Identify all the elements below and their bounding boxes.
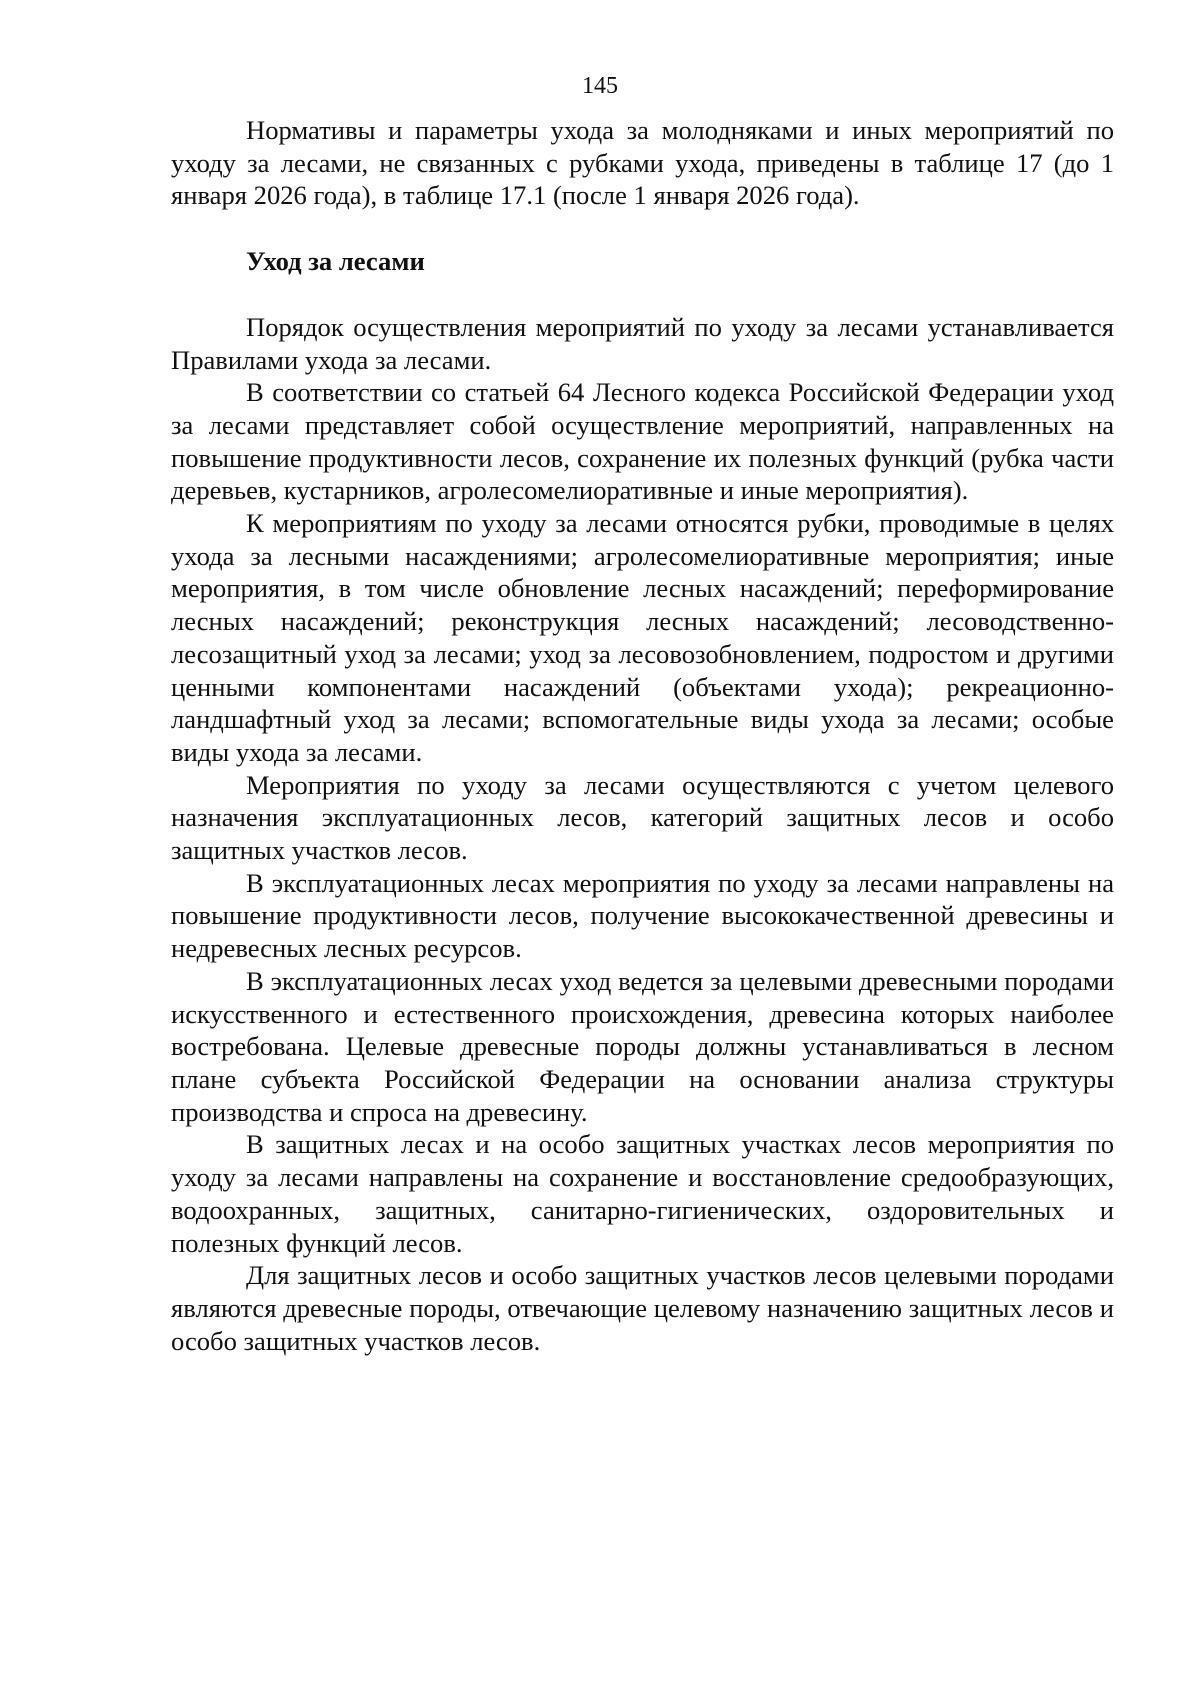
- body-paragraph: В эксплуатационных лесах уход ведется за целевыми древесными породами искусственного и естественного происхождения, древесина которых наиболее востребована. Целевые древесные породы должны устанавливаться в лесном плане субъекта Российской Федерации на основании анализа структуры производства и спроса на древесину.: [171, 965, 1114, 1127]
- body-paragraph: Мероприятия по уходу за лесами осуществляются с учетом целевого назначения эксплуатационных лесов, категорий защитных лесов и особо защитных участков лесов.: [171, 769, 1114, 866]
- intro-paragraph: Нормативы и параметры ухода за молодняками и иных мероприятий по уходу за лесами, не связанных с рубками ухода, приведены в таблице 17 (до 1 января 2026 года), в таблице 17.1 (после 1 января 2026 года).: [171, 115, 1114, 211]
- body-paragraph: В эксплуатационных лесах мероприятия по уходу за лесами направлены на повышение продуктивности лесов, получение высококачественной древесины и недревесных лесных ресурсов.: [171, 867, 1114, 964]
- body-paragraph: Для защитных лесов и особо защитных участков лесов целевыми породами являются древесные породы, отвечающие целевому назначению защитных лесов и особо защитных участков лесов.: [171, 1260, 1114, 1356]
- page-number: 145: [582, 73, 618, 99]
- document-body: [171, 114, 1114, 1357]
- body-paragraph: В защитных лесах и на особо защитных участках лесов мероприятия по уходу за лесами направлены на сохранение и восстановление средообразующих, водоохранных, защитных, санитарно-гигиенических, оздоровительных и полезных функций лесов.: [171, 1129, 1114, 1258]
- body-paragraph: Порядок осуществления мероприятий по уходу за лесами устанавливается Правилами ухода за лесами.: [171, 311, 1114, 375]
- body-paragraph: В соответствии со статьей 64 Лесного кодекса Российской Федерации уход за лесами представляет собой осуществление мероприятий, направленных на повышение продуктивности лесов, сохранение их полезных функций (рубка части деревьев, кустарников, агролесомелиоративные и иные мероприятия).: [171, 377, 1114, 506]
- section-heading: Уход за лесами: [246, 246, 425, 277]
- body-paragraph: К мероприятиям по уходу за лесами относятся рубки, проводимые в целях ухода за лесными насаждениями; агролесомелиоративные мероприятия; иные мероприятия, в том числе обновление лесных насаждений; переформирование лесных насаждений; реконструкция лесных насаждений; лесоводственно-лесозащитный уход за лесами; уход за лесовозобновлением, подростом и другими ценными компонентами насаждений (объектами ухода); рекреационно-ландшафтный уход за лесами; вспомогательные виды ухода за лесами; особые виды ухода за лесами.: [171, 508, 1114, 767]
